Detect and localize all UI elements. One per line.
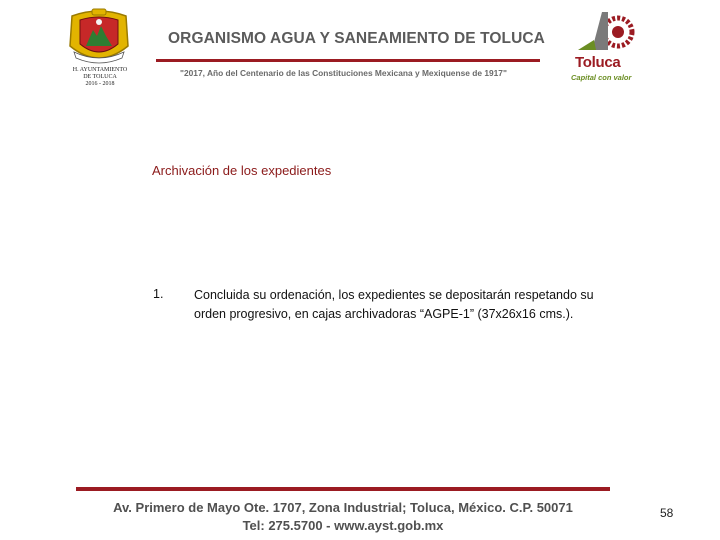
footer-divider (76, 487, 610, 491)
list-item-text: Concluida su ordenación, los expedientes se depositarán respetando su orden progresivo, en cajas archivadoras “AGPE-1” (37x26x16 cms.). (194, 288, 594, 321)
year-motto: "2017, Año del Centenario de las Constituciones Mexicana y Mexiquense de 1917" (180, 68, 507, 78)
organization-title: ORGANISMO AGUA Y SANEAMIENTO DE TOLUCA (168, 30, 545, 47)
caption-line-1: H. AYUNTAMIENTO (72, 67, 128, 73)
page-number: 58 (660, 506, 674, 520)
caption-line-3: 2016 - 2018 (85, 81, 115, 87)
toluca-tagline: Capital con valor (571, 73, 632, 82)
caption-line-2: DE TOLUCA (83, 74, 117, 80)
footer-contact: Tel: 275.5700 - www.ayst.gob.mx (242, 518, 444, 533)
toluca-wordmark: Toluca (575, 54, 621, 71)
section-heading: Archivación de los expedientes (152, 163, 332, 178)
footer-address: Av. Primero de Mayo Ote. 1707, Zona Industrial; Toluca, México. C.P. 50071 (113, 500, 573, 515)
ayuntamiento-caption (60, 67, 140, 88)
header-divider (156, 59, 540, 62)
coat-of-arms-logo (66, 8, 132, 66)
list-item-number: 1. (153, 287, 164, 301)
